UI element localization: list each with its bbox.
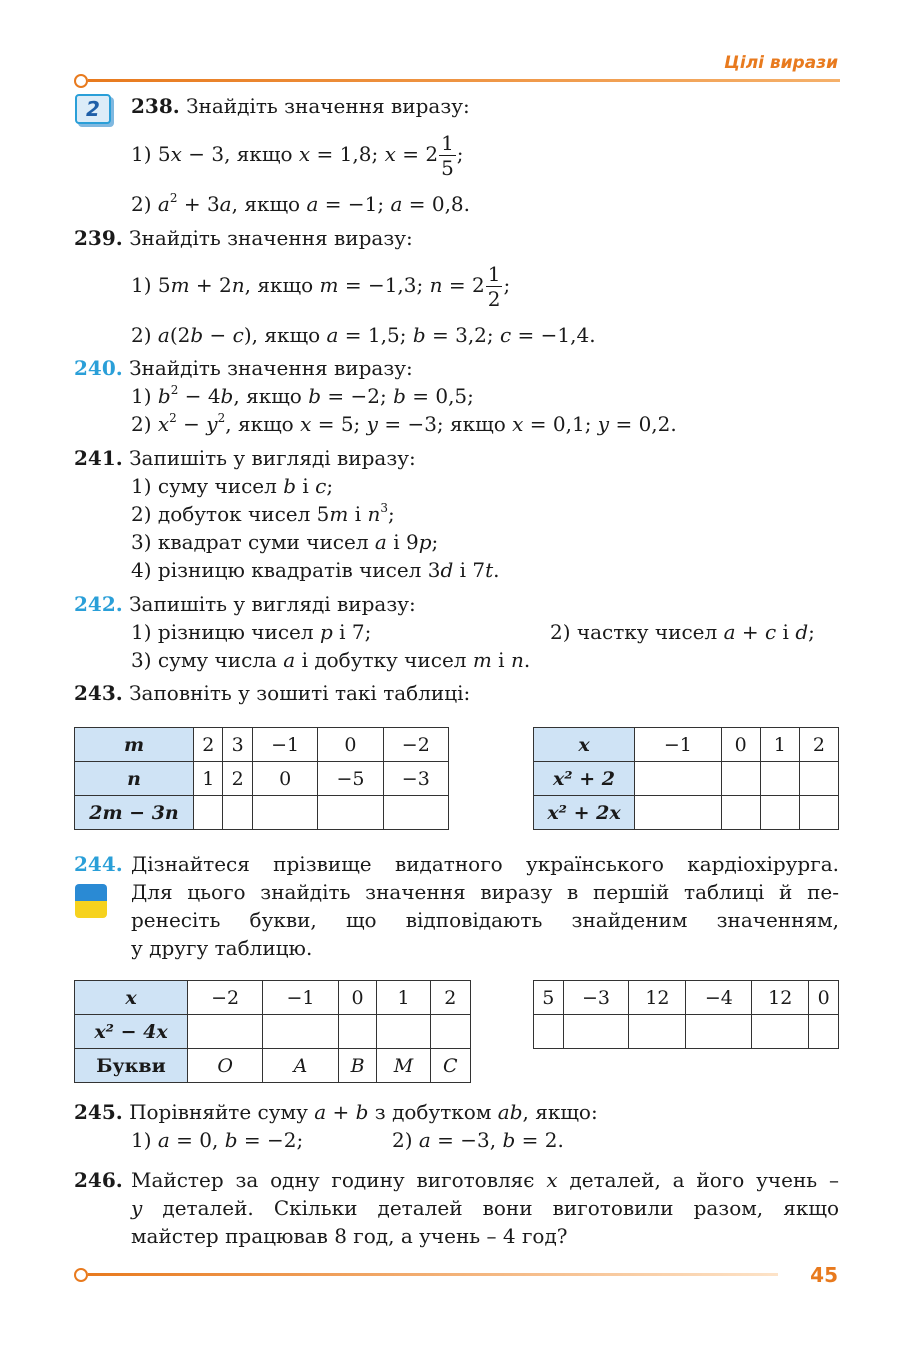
problem-241-item-4: 4) різницю квадратів чисел 3d і 7t. [131,558,500,582]
table-row: x −2 −1 0 1 2 [75,981,471,1015]
table-row: n 1 2 0 −5 −3 [75,762,449,796]
problem-239-title: 239. Знайдіть значення виразу: [74,226,413,250]
table-x-squared [533,727,839,830]
table-row: x² + 2x [534,796,839,830]
table-row: 5 −3 12 −4 12 0 [534,981,839,1015]
table-row [534,1015,839,1049]
page-number: 45 [810,1263,838,1287]
problem-242-item-3: 3) суму числа a і добутку чисел m і n. [131,648,531,672]
problem-number: 242. [74,592,123,616]
problem-238-item-1: 1) 5x − 3, якщо x = 1,8; x = 2 $\frac{1}{5}$ ; [131,131,464,180]
table-row: x −1 0 1 2 [534,728,839,762]
problem-238-title: 238. Знайдіть значення виразу: [131,94,470,118]
problem-238-item-2: 2) $a^2 + 3a$, якщо a = −1; a = 0,8. [131,191,471,216]
problem-240-item-1: 1) $b^2 - 4b$, якщо b = −2; b = 0,5; [131,383,474,408]
problem-number: 241. [74,446,123,470]
table-row: m 2 3 −1 0 −2 [75,728,449,762]
problem-number: 239. [74,226,123,250]
problem-245-title: 245. Порівняйте суму a + b з добутком ab, якщо: [74,1100,598,1124]
problem-246-number: 246. [74,1168,123,1192]
problem-246-line-1: Майстер за одну годину виготовляє x деталей, а його учень – [131,1168,840,1192]
problem-number: 238. [131,94,180,118]
table-row: Букви О А В М С [75,1049,471,1083]
table-answer [533,980,839,1049]
problem-240-item-2: 2) $x^2 - y^2$, якщо x = 5; y = −3; якщо x = 0,1; y = 0,2. [131,411,677,436]
problem-number: 245. [74,1100,123,1124]
problem-244-line-2: Для цього знайдіть значення виразу в першій таблиці й пе- [131,880,839,904]
problem-241-item-2: 2) добуток чисел 5m і $n^3$; [131,501,395,526]
problem-246-line-2: y деталей. Скільки деталей вони виготовили разом, якщо [131,1196,839,1220]
fraction: $\frac{1}{2}$ [487,262,501,311]
problem-244-number: 244. [74,852,123,876]
problem-number: 240. [74,356,123,380]
table-row: x² − 4x [75,1015,471,1049]
table-row: 2m − 3n [75,796,449,830]
problem-242-item-2: 2) частку чисел a + c і d; [550,620,815,644]
problem-244-line-4: у другу таблицю. [131,936,313,960]
problem-245-item-2: 2) a = −3, b = 2. [392,1128,564,1152]
problem-241-title: 241. Запишіть у вигляді виразу: [74,446,416,470]
problem-244-line-3: ренесіть букви, що відповідають знайденим значенням, [131,908,839,932]
fraction: $\frac{1}{5}$ [441,131,454,180]
problem-240-title: 240. Знайдіть значення виразу: [74,356,413,380]
problem-246-line-3: майстер працював 8 год, а учень – 4 год? [131,1224,568,1248]
level-2-icon: 2 [75,94,111,124]
problem-239-item-2: 2) a(2b − c), якщо a = 1,5; b = 3,2; c = −1,4. [131,323,596,347]
section-title: Цілі вирази [724,53,838,73]
problem-242-item-1: 1) різницю чисел p і 7; [131,620,372,644]
problem-242-title: 242. Запишіть у вигляді виразу: [74,592,416,616]
problem-239-item-1: 1) 5m + 2n, якщо m = −1,3; n = 2 $\frac{1}{2}$ ; [131,262,511,311]
table-letters [74,980,471,1083]
header-ornament-ring [74,74,88,88]
problem-244-line-1: Дізнайтеся прізвище видатного українського кардіохірурга. [131,852,839,876]
table-m-n [74,727,449,830]
footer-ornament-ring [74,1268,88,1282]
table-row: x² + 2 [534,762,839,796]
problem-243-title: 243. Заповніть у зошиті такі таблиці: [74,681,471,705]
problem-number: 243. [74,681,123,705]
problem-241-item-1: 1) суму чисел b і c; [131,474,334,498]
header-rule [88,79,840,82]
ukraine-flag-icon [75,884,107,918]
problem-241-item-3: 3) квадрат суми чисел a і 9p; [131,530,439,554]
problem-245-item-1: 1) a = 0, b = −2; [131,1128,304,1152]
footer-rule [88,1273,778,1276]
